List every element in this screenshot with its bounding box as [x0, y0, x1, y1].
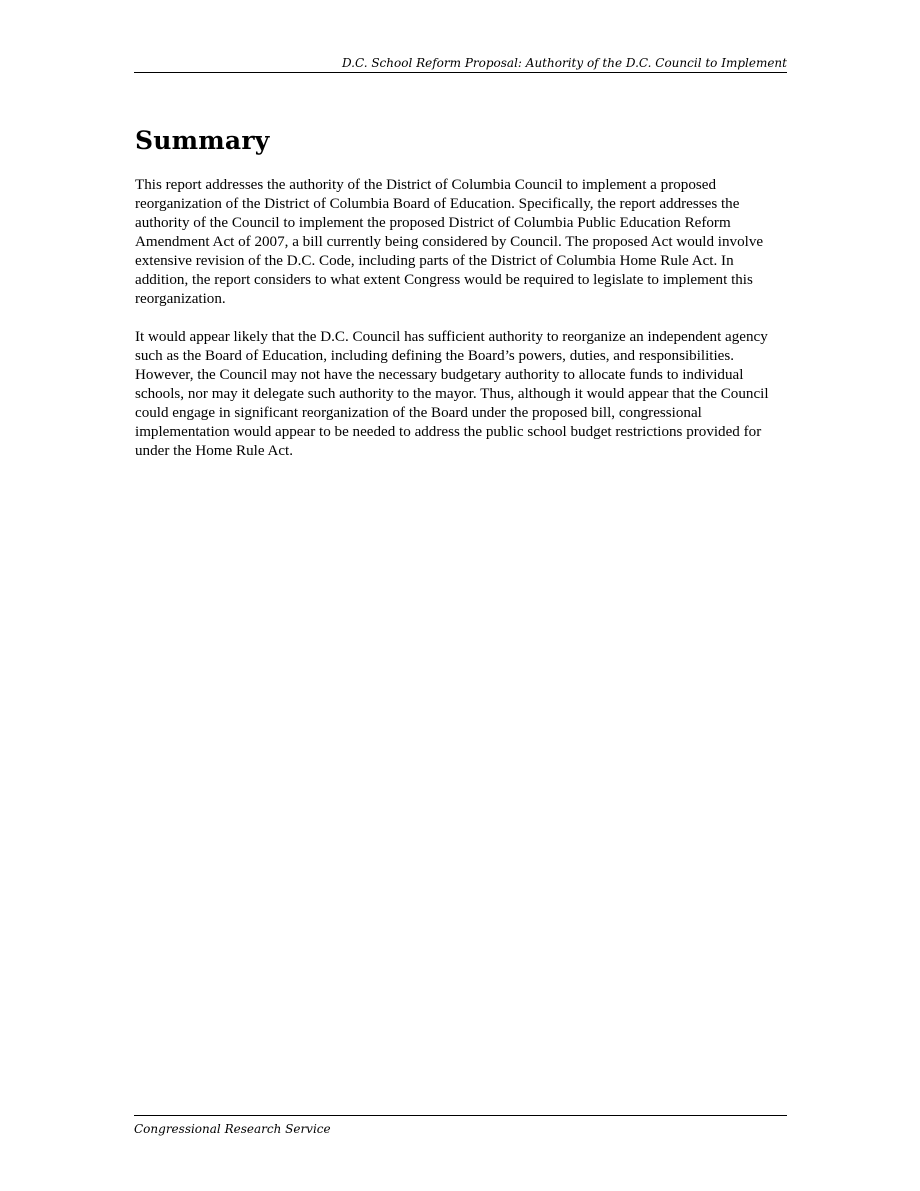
- summary-paragraph-2: It would appear likely that the D.C. Council has sufficient authority to reorganize an independent agency such as the Board of Education, including defining the Board’s powers, duties, and responsibilities. However, the Council may not have the necessary budgetary authority to allocate funds to individual schools, nor may it delegate such authority to the mayor. Thus, although it would appear that the Council could engage in significant reorganization of the Board under the proposed bill, congressional implementation would appear to be needed to address the public school budget restrictions provided for under the Home Rule Act.: [135, 329, 769, 459]
- page-header: [134, 54, 787, 73]
- summary-body: [135, 176, 785, 480]
- summary-heading: Summary: [135, 126, 270, 155]
- running-title: D.C. School Reform Proposal: Authority of the D.C. Council to Implement: [341, 56, 787, 70]
- publisher-name: Congressional Research Service: [134, 1122, 331, 1136]
- summary-paragraph-1: This report addresses the authority of the District of Columbia Council to implement a proposed reorganization of the District of Columbia Board of Education. Specifically, the report addresses the authority of the Council to implement the proposed District of Columbia Public Education Reform Amendment Act of 2007, a bill currently being considered by Council. The proposed Act would involve extensive revision of the D.C. Code, including parts of the District of Columbia Home Rule Act. In addition, the report considers to what extent Congress would be required to legislate to implement this reorganization.: [135, 177, 764, 307]
- page-footer: [134, 1115, 787, 1138]
